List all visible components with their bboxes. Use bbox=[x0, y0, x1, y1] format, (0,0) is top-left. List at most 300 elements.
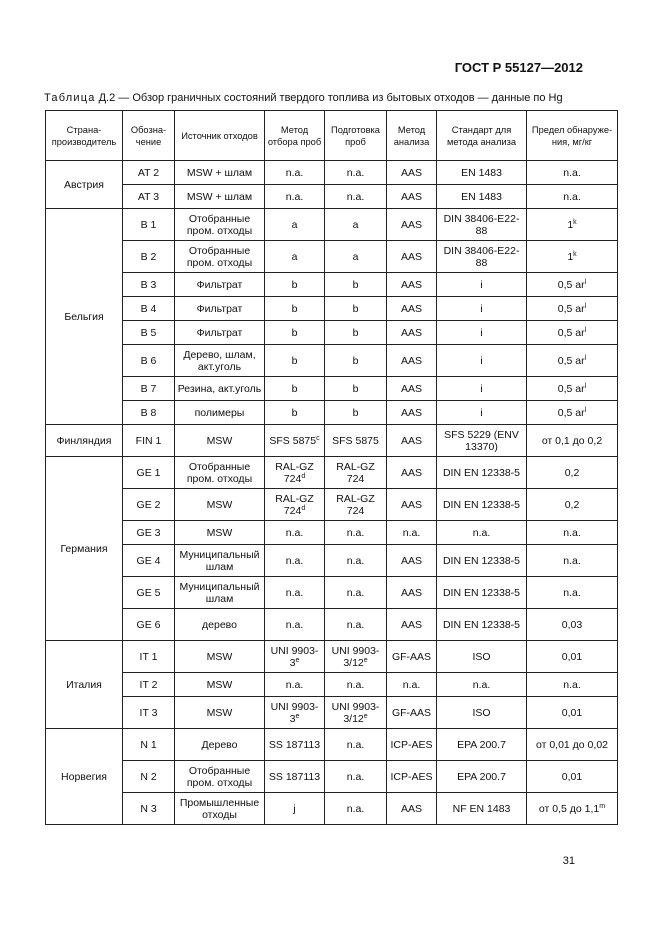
analysis-cell-text: AAS bbox=[400, 406, 422, 419]
analysis-cell bbox=[387, 729, 437, 761]
detection-limit-cell bbox=[527, 577, 618, 609]
code-cell bbox=[123, 345, 175, 377]
standard-cell-text: i bbox=[480, 326, 483, 339]
source-cell bbox=[175, 297, 265, 321]
source-cell bbox=[175, 641, 265, 673]
table-row bbox=[46, 697, 618, 729]
page-number: 31 bbox=[562, 855, 575, 867]
standard-cell bbox=[437, 425, 527, 457]
source-cell bbox=[175, 545, 265, 577]
code-cell-text: FIN 1 bbox=[135, 434, 162, 447]
analysis-cell-text: ICP-AES bbox=[390, 738, 433, 751]
sampling-cell bbox=[265, 273, 325, 297]
detection-limit-cell-text: 0,5 ar bbox=[557, 278, 585, 291]
standard-cell-text: EN 1483 bbox=[461, 166, 502, 179]
code-cell bbox=[123, 521, 175, 545]
preparation-cell-text: n.a. bbox=[346, 738, 365, 751]
sampling-cell bbox=[265, 793, 325, 825]
analysis-cell bbox=[387, 673, 437, 697]
code-cell bbox=[123, 457, 175, 489]
code-cell bbox=[123, 425, 175, 457]
detection-limit-cell bbox=[527, 209, 618, 241]
preparation-cell bbox=[325, 297, 387, 321]
source-cell bbox=[175, 185, 265, 209]
preparation-cell-text: b bbox=[352, 302, 359, 315]
sampling-cell-text: n.a. bbox=[285, 618, 304, 631]
source-cell-text: Муниципальный шлам bbox=[179, 548, 260, 573]
code-cell-text: GE 1 bbox=[136, 466, 161, 479]
detection-limit-cell-text: 0,5 ar bbox=[557, 406, 585, 419]
sampling-cell bbox=[265, 377, 325, 401]
preparation-cell-text: n.a. bbox=[346, 678, 365, 691]
table-row bbox=[46, 457, 618, 489]
sampling-cell bbox=[265, 457, 325, 489]
code-cell-text: B 3 bbox=[140, 278, 157, 291]
analysis-cell bbox=[387, 641, 437, 673]
standard-cell-text: i bbox=[480, 354, 483, 367]
sampling-cell-text: UNI 9903-3 bbox=[270, 700, 319, 725]
preparation-cell bbox=[325, 545, 387, 577]
detection-limit-cell bbox=[527, 401, 618, 425]
detection-limit-cell-text: n.a. bbox=[563, 190, 581, 203]
sampling-cell-text: b bbox=[291, 326, 298, 339]
sampling-cell bbox=[265, 545, 325, 577]
source-cell-text: MSW bbox=[206, 678, 233, 691]
source-cell bbox=[175, 345, 265, 377]
column-header-source: Источник отходов bbox=[175, 111, 265, 161]
preparation-cell bbox=[325, 377, 387, 401]
standard-cell-text: n.a. bbox=[472, 678, 491, 691]
preparation-cell bbox=[325, 697, 387, 729]
sampling-cell-text: n.a. bbox=[285, 190, 304, 203]
sampling-cell bbox=[265, 729, 325, 761]
source-cell bbox=[175, 425, 265, 457]
detection-limit-cell-text: 1 bbox=[567, 218, 574, 231]
analysis-cell bbox=[387, 273, 437, 297]
sampling-cell bbox=[265, 489, 325, 521]
sampling-cell bbox=[265, 673, 325, 697]
sampling-cell-text: n.a. bbox=[285, 166, 304, 179]
preparation-cell bbox=[325, 241, 387, 273]
preparation-cell bbox=[325, 209, 387, 241]
standard-cell bbox=[437, 241, 527, 273]
detection-limit-cell-text: от 0,5 до 1,1 bbox=[538, 802, 600, 815]
sampling-cell-text: b bbox=[291, 278, 298, 291]
standard-cell-text: SFS 5229 (ENV 13370) bbox=[444, 428, 519, 453]
sampling-cell-text: b bbox=[291, 354, 298, 367]
standard-cell bbox=[437, 457, 527, 489]
code-cell-text: GE 5 bbox=[136, 586, 161, 599]
hg-data-table bbox=[45, 110, 618, 825]
preparation-cell-text: n.a. bbox=[346, 166, 365, 179]
preparation-cell-footnote-mark: e bbox=[363, 712, 368, 720]
sampling-cell bbox=[265, 609, 325, 641]
country-cell: Бельгия bbox=[46, 209, 123, 425]
analysis-cell-text: AAS bbox=[400, 382, 422, 395]
analysis-cell-text: n.a. bbox=[402, 526, 421, 539]
preparation-cell bbox=[325, 345, 387, 377]
column-header-analysis: Метод анализа bbox=[387, 111, 437, 161]
code-cell-text: GE 6 bbox=[136, 618, 161, 631]
standard-cell-text: i bbox=[480, 382, 483, 395]
sampling-cell-text: UNI 9903-3 bbox=[270, 644, 319, 669]
analysis-cell bbox=[387, 489, 437, 521]
table-row bbox=[46, 793, 618, 825]
source-cell-text: Дерево, шлам, акт.уголь bbox=[183, 348, 256, 373]
analysis-cell bbox=[387, 793, 437, 825]
table-caption-label: Таблица bbox=[44, 92, 96, 104]
preparation-cell bbox=[325, 577, 387, 609]
sampling-cell-footnote-mark: d bbox=[301, 504, 306, 512]
code-cell bbox=[123, 321, 175, 345]
source-cell-text: MSW + шлам bbox=[186, 190, 253, 203]
detection-limit-cell bbox=[527, 521, 618, 545]
detection-limit-cell-footnote-mark: m bbox=[599, 802, 606, 810]
analysis-cell-text: AAS bbox=[400, 278, 422, 291]
detection-limit-cell bbox=[527, 185, 618, 209]
code-cell bbox=[123, 729, 175, 761]
country-cell: Италия bbox=[46, 641, 123, 729]
source-cell bbox=[175, 521, 265, 545]
standard-cell bbox=[437, 697, 527, 729]
standard-cell bbox=[437, 161, 527, 185]
table-row bbox=[46, 241, 618, 273]
sampling-cell-text: SFS 5875 bbox=[269, 434, 317, 447]
standard-cell-text: DIN 38406-E22-88 bbox=[443, 244, 520, 269]
standard-cell bbox=[437, 609, 527, 641]
detection-limit-cell bbox=[527, 545, 618, 577]
standard-cell bbox=[437, 793, 527, 825]
analysis-cell-text: AAS bbox=[400, 466, 422, 479]
source-cell bbox=[175, 273, 265, 297]
preparation-cell-text: RAL-GZ 724 bbox=[336, 492, 375, 517]
preparation-cell bbox=[325, 401, 387, 425]
code-cell-text: B 2 bbox=[140, 250, 157, 263]
analysis-cell bbox=[387, 185, 437, 209]
source-cell-text: полимеры bbox=[194, 406, 245, 419]
preparation-cell-text: a bbox=[352, 218, 359, 231]
sampling-cell-text: b bbox=[291, 406, 298, 419]
detection-limit-cell-footnote-mark: l bbox=[584, 326, 587, 334]
detection-limit-cell-text: 0,5 ar bbox=[557, 382, 585, 395]
preparation-cell-text: SFS 5875 bbox=[332, 434, 379, 447]
source-cell bbox=[175, 321, 265, 345]
sampling-cell-footnote-mark: c bbox=[316, 434, 320, 442]
code-cell-text: N 1 bbox=[140, 738, 157, 751]
country-cell: Австрия bbox=[46, 161, 123, 209]
preparation-cell bbox=[325, 273, 387, 297]
analysis-cell-text: AAS bbox=[400, 498, 422, 511]
analysis-cell-text: AAS bbox=[400, 166, 422, 179]
standard-cell bbox=[437, 729, 527, 761]
sampling-cell bbox=[265, 209, 325, 241]
table-row bbox=[46, 609, 618, 641]
detection-limit-cell-text: от 0,1 до 0,2 bbox=[541, 434, 603, 447]
standard-cell bbox=[437, 185, 527, 209]
detection-limit-cell-footnote-mark: k bbox=[573, 218, 577, 226]
country-cell: Германия bbox=[46, 457, 123, 641]
sampling-cell-text: b bbox=[291, 382, 298, 395]
source-cell bbox=[175, 729, 265, 761]
code-cell-text: B 6 bbox=[140, 354, 157, 367]
column-header-country: Страна-производитель bbox=[46, 111, 123, 161]
table-row bbox=[46, 321, 618, 345]
code-cell bbox=[123, 273, 175, 297]
preparation-cell bbox=[325, 489, 387, 521]
analysis-cell-text: AAS bbox=[400, 250, 422, 263]
standard-cell-text: EN 1483 bbox=[461, 190, 502, 203]
sampling-cell-text: SS 187113 bbox=[268, 770, 321, 783]
preparation-cell bbox=[325, 673, 387, 697]
standard-cell-text: DIN EN 12338-5 bbox=[442, 554, 521, 567]
detection-limit-cell-footnote-mark: l bbox=[584, 278, 587, 286]
analysis-cell bbox=[387, 297, 437, 321]
analysis-cell bbox=[387, 577, 437, 609]
code-cell bbox=[123, 161, 175, 185]
table-row bbox=[46, 273, 618, 297]
table-row bbox=[46, 521, 618, 545]
standard-cell-text: i bbox=[480, 278, 483, 291]
code-cell bbox=[123, 697, 175, 729]
analysis-cell bbox=[387, 401, 437, 425]
code-cell-text: B 5 bbox=[140, 326, 157, 339]
source-cell bbox=[175, 489, 265, 521]
preparation-cell-text: n.a. bbox=[346, 586, 365, 599]
source-cell bbox=[175, 793, 265, 825]
preparation-cell-text: b bbox=[352, 354, 359, 367]
standard-cell-text: EPA 200.7 bbox=[457, 770, 506, 783]
table-row bbox=[46, 577, 618, 609]
standard-cell bbox=[437, 401, 527, 425]
source-cell-text: Отобранные пром. отходы bbox=[186, 244, 253, 269]
standard-cell bbox=[437, 489, 527, 521]
sampling-cell bbox=[265, 425, 325, 457]
preparation-cell-text: b bbox=[352, 382, 359, 395]
analysis-cell bbox=[387, 377, 437, 401]
source-cell-text: Отобранные пром. отходы bbox=[186, 212, 253, 237]
sampling-cell-text: n.a. bbox=[285, 678, 304, 691]
source-cell-text: MSW + шлам bbox=[186, 166, 253, 179]
preparation-cell bbox=[325, 161, 387, 185]
code-cell-text: B 7 bbox=[140, 382, 157, 395]
standard-cell bbox=[437, 673, 527, 697]
analysis-cell-text: AAS bbox=[400, 354, 422, 367]
detection-limit-cell-text: 0,01 bbox=[561, 706, 583, 719]
analysis-cell-text: AAS bbox=[400, 326, 422, 339]
standard-cell-text: i bbox=[480, 302, 483, 315]
analysis-cell-text: AAS bbox=[400, 302, 422, 315]
detection-limit-cell bbox=[527, 457, 618, 489]
analysis-cell bbox=[387, 761, 437, 793]
code-cell bbox=[123, 377, 175, 401]
table-row bbox=[46, 673, 618, 697]
detection-limit-cell bbox=[527, 641, 618, 673]
analysis-cell bbox=[387, 321, 437, 345]
table-row bbox=[46, 425, 618, 457]
source-cell bbox=[175, 241, 265, 273]
table-row bbox=[46, 761, 618, 793]
table-row bbox=[46, 545, 618, 577]
code-cell-text: IT 3 bbox=[139, 706, 158, 719]
table-row bbox=[46, 641, 618, 673]
analysis-cell bbox=[387, 521, 437, 545]
country-cell: Норвегия bbox=[46, 729, 123, 825]
table-row bbox=[46, 401, 618, 425]
detection-limit-cell-text: n.a. bbox=[563, 678, 581, 691]
detection-limit-cell-text: n.a. bbox=[563, 526, 581, 539]
source-cell-text: MSW bbox=[206, 706, 233, 719]
preparation-cell-text: b bbox=[352, 326, 359, 339]
code-cell bbox=[123, 609, 175, 641]
code-cell-text: GE 2 bbox=[136, 498, 161, 511]
detection-limit-cell bbox=[527, 793, 618, 825]
table-row bbox=[46, 345, 618, 377]
detection-limit-cell bbox=[527, 321, 618, 345]
analysis-cell-text: ICP-AES bbox=[390, 770, 433, 783]
code-cell-text: GE 4 bbox=[136, 554, 161, 567]
code-cell bbox=[123, 673, 175, 697]
standard-cell bbox=[437, 321, 527, 345]
country-cell: Финляндия bbox=[46, 425, 123, 457]
analysis-cell-text: AAS bbox=[400, 618, 422, 631]
analysis-cell bbox=[387, 345, 437, 377]
detection-limit-cell bbox=[527, 241, 618, 273]
analysis-cell-text: AAS bbox=[400, 802, 422, 815]
sampling-cell-text: j bbox=[293, 802, 296, 815]
sampling-cell-footnote-mark: e bbox=[295, 656, 300, 664]
sampling-cell bbox=[265, 321, 325, 345]
analysis-cell-text: AAS bbox=[400, 190, 422, 203]
detection-limit-cell-footnote-mark: l bbox=[584, 406, 587, 414]
preparation-cell-text: b bbox=[352, 278, 359, 291]
preparation-cell bbox=[325, 609, 387, 641]
analysis-cell-text: AAS bbox=[400, 554, 422, 567]
sampling-cell-text: b bbox=[291, 302, 298, 315]
sampling-cell bbox=[265, 697, 325, 729]
sampling-cell bbox=[265, 761, 325, 793]
standard-cell bbox=[437, 273, 527, 297]
detection-limit-cell-text: 0,03 bbox=[561, 618, 583, 631]
code-cell bbox=[123, 401, 175, 425]
detection-limit-cell-footnote-mark: l bbox=[584, 354, 587, 362]
sampling-cell bbox=[265, 577, 325, 609]
column-header-preparation: Подготовка проб bbox=[325, 111, 387, 161]
analysis-cell-text: AAS bbox=[400, 586, 422, 599]
detection-limit-cell-text: n.a. bbox=[563, 554, 581, 567]
table-caption-text: Д.2 — Обзор граничных состояний твердого топлива из бытовых отходов — данные по Hg bbox=[98, 92, 563, 104]
standard-cell bbox=[437, 297, 527, 321]
preparation-cell bbox=[325, 761, 387, 793]
sampling-cell-text: n.a. bbox=[285, 554, 304, 567]
code-cell bbox=[123, 577, 175, 609]
code-cell bbox=[123, 761, 175, 793]
code-cell-text: AT 3 bbox=[137, 190, 160, 203]
table-row bbox=[46, 161, 618, 185]
preparation-cell bbox=[325, 793, 387, 825]
source-cell-text: Дерево bbox=[201, 738, 238, 751]
detection-limit-cell-text: 0,01 bbox=[561, 770, 583, 783]
standard-cell bbox=[437, 545, 527, 577]
detection-limit-cell-footnote-mark: k bbox=[573, 250, 577, 258]
standard-cell bbox=[437, 761, 527, 793]
detection-limit-cell bbox=[527, 761, 618, 793]
standard-cell-text: DIN EN 12338-5 bbox=[442, 498, 521, 511]
detection-limit-cell-text: 0,2 bbox=[564, 466, 580, 479]
sampling-cell-text: RAL-GZ 724 bbox=[275, 492, 314, 517]
source-cell-text: Фильтрат bbox=[196, 302, 243, 315]
preparation-cell-text: n.a. bbox=[346, 618, 365, 631]
source-cell bbox=[175, 377, 265, 401]
table-header-row bbox=[46, 111, 618, 161]
detection-limit-cell bbox=[527, 489, 618, 521]
preparation-cell bbox=[325, 185, 387, 209]
sampling-cell bbox=[265, 241, 325, 273]
detection-limit-cell-footnote-mark: l bbox=[584, 302, 587, 310]
source-cell-text: Резина, акт.уголь bbox=[177, 382, 262, 395]
sampling-cell-text: a bbox=[291, 218, 298, 231]
document-standard-number: ГОСТ Р 55127—2012 bbox=[454, 60, 583, 75]
code-cell bbox=[123, 241, 175, 273]
sampling-cell bbox=[265, 185, 325, 209]
source-cell-text: Муниципальный шлам bbox=[179, 580, 260, 605]
standard-cell bbox=[437, 209, 527, 241]
sampling-cell-text: RAL-GZ 724 bbox=[275, 460, 314, 485]
code-cell-text: IT 2 bbox=[139, 678, 158, 691]
preparation-cell bbox=[325, 729, 387, 761]
analysis-cell-text: AAS bbox=[400, 434, 422, 447]
source-cell bbox=[175, 401, 265, 425]
column-header-standard: Стандарт для метода анализа bbox=[437, 111, 527, 161]
code-cell bbox=[123, 793, 175, 825]
analysis-cell bbox=[387, 545, 437, 577]
preparation-cell bbox=[325, 457, 387, 489]
detection-limit-cell bbox=[527, 345, 618, 377]
standard-cell-text: NF EN 1483 bbox=[452, 802, 511, 815]
preparation-cell-footnote-mark: e bbox=[363, 656, 368, 664]
source-cell bbox=[175, 761, 265, 793]
sampling-cell bbox=[265, 641, 325, 673]
code-cell bbox=[123, 641, 175, 673]
analysis-cell bbox=[387, 457, 437, 489]
detection-limit-cell-text: n.a. bbox=[563, 166, 581, 179]
preparation-cell bbox=[325, 521, 387, 545]
table-row bbox=[46, 209, 618, 241]
standard-cell-text: ISO bbox=[472, 706, 491, 719]
detection-limit-cell-text: n.a. bbox=[563, 586, 581, 599]
standard-cell bbox=[437, 577, 527, 609]
analysis-cell bbox=[387, 425, 437, 457]
source-cell-text: дерево bbox=[202, 618, 237, 631]
detection-limit-cell bbox=[527, 161, 618, 185]
standard-cell-text: EPA 200.7 bbox=[457, 738, 506, 751]
source-cell-text: MSW bbox=[206, 498, 233, 511]
column-header-code: Обозна-чение bbox=[123, 111, 175, 161]
detection-limit-cell-text: 0,5 ar bbox=[557, 354, 585, 367]
standard-cell-text: ISO bbox=[472, 650, 491, 663]
detection-limit-cell bbox=[527, 673, 618, 697]
sampling-cell bbox=[265, 297, 325, 321]
analysis-cell bbox=[387, 609, 437, 641]
preparation-cell-text: UNI 9903-3/12 bbox=[331, 644, 380, 669]
code-cell bbox=[123, 489, 175, 521]
sampling-cell-text: n.a. bbox=[285, 526, 304, 539]
detection-limit-cell-text: 1 bbox=[567, 250, 574, 263]
preparation-cell bbox=[325, 425, 387, 457]
source-cell bbox=[175, 209, 265, 241]
code-cell bbox=[123, 545, 175, 577]
sampling-cell-text: SS 187113 bbox=[268, 738, 321, 751]
preparation-cell-text: a bbox=[352, 250, 359, 263]
